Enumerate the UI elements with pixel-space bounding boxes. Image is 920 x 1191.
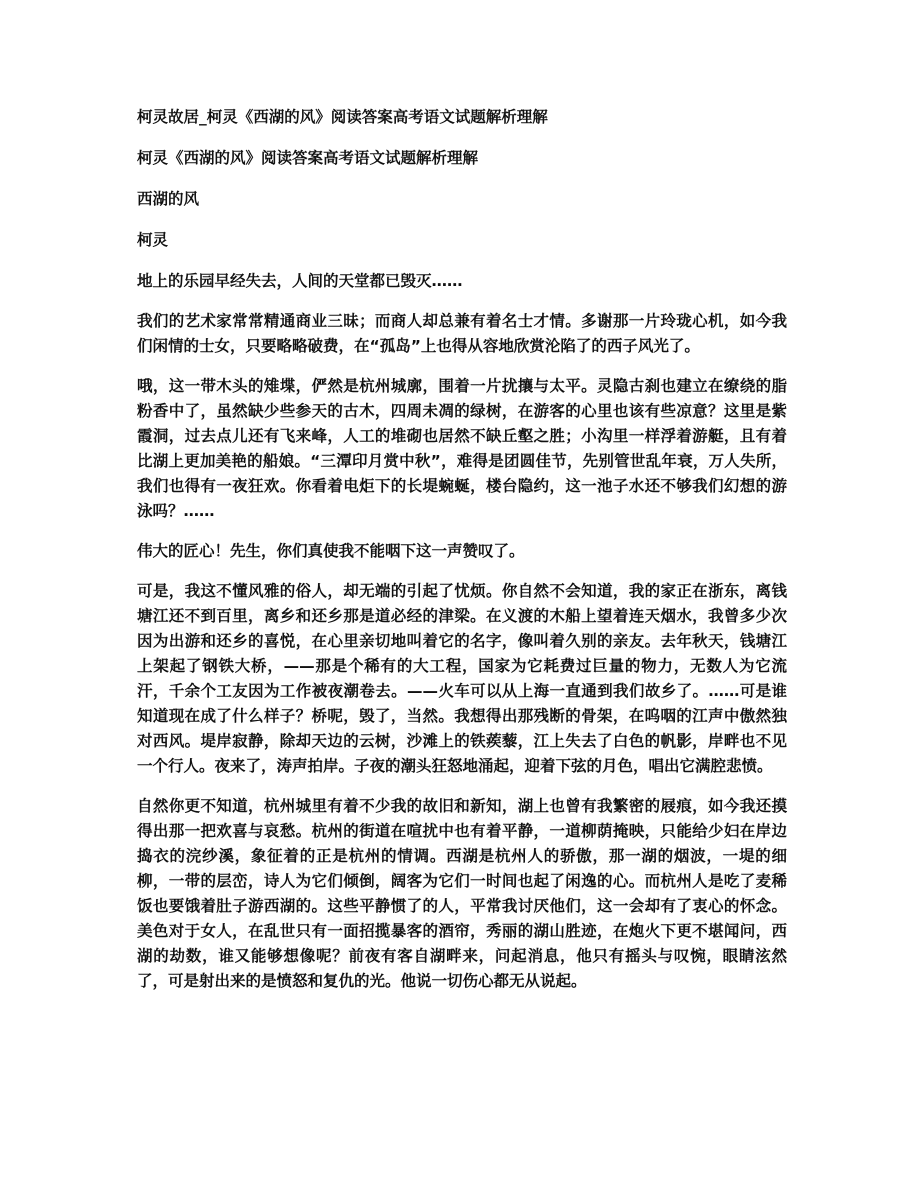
document-title: 柯灵故居_柯灵《西湖的风》阅读答案高考语文试题解析理解: [137, 108, 548, 126]
document-page: [137, 105, 787, 1009]
essay-title: 西湖的风: [137, 190, 200, 208]
document-subtitle: 柯灵《西湖的风》阅读答案高考语文试题解析理解: [137, 149, 479, 167]
paragraph-6: 自然你更不知道，杭州城里有着不少我的故旧和新知，湖上也曾有我繁密的屐痕，如今我还摸得出那一把欢喜与哀愁。杭州的街道在喧扰中也有着平静，一道柳荫掩映，只能给少妇在岸边捣衣的浣纱溪，象征着的正是杭州的情调。西湖是杭州人的骄傲，那一湖的烟波，一堤的细柳，一带的层峦，诗人为它们倾倒，阔客为它们一时间也起了闲逸的心。而杭州人是吃了麦稀饭也要饿着肚子游西湖的。这些平静惯了的人，平常我讨厌他们，这一会却有了衷心的怀念。美色对于女人，在乱世只有一面招揽暴客的酒帘，秀丽的湖山胜迹，在炮火下更不堪闻问，西湖的劫数，谁又能够想像呢？前夜有客自湖畔来，问起消息，他只有摇头与叹惋，眼睛泫然了，可是射出来的是愤怒和复仇的光。他说一切伤心都无从说起。: [137, 797, 787, 990]
essay-author: 柯灵: [137, 231, 169, 249]
paragraph-1: 地上的乐园早经失去，人间的天堂都已毁灭……: [137, 272, 463, 290]
paragraph-5: 可是，我这不懂风雅的俗人，却无端的引起了忧烦。你自然不会知道，我的家正在浙东，离钱塘江还不到百里，离乡和还乡那是道必经的津梁。在义渡的木船上望着连天烟水，我曾多少次因为出游和还乡的喜悦，在心里亲切地叫着它的名字，像叫着久别的亲友。去年秋天，钱塘江上架起了钢铁大桥，——那是个稀有的大工程，国家为它耗费过巨量的物力，无数人为它流汗，千余个工友因为工作被夜潮卷去。——火车可以从上海一直通到我们故乡了。……可是谁知道现在成了什么样子？桥呢，毁了，当然。我想得出那残断的骨架，在呜咽的江声中傲然独对西风。堤岸寂静，除却天边的云树，沙滩上的铁蒺藜，江上失去了白色的帆影，岸畔也不见一个行人。夜来了，涛声拍岸。子夜的潮头狂怒地涌起，迎着下弦的月色，唱出它满腔悲愤。: [137, 582, 787, 775]
paragraph-4: 伟大的匠心！先生，你们真使我不能咽下这一声赞叹了。: [137, 542, 525, 560]
paragraph-2: 我们的艺术家常常精通商业三昧；而商人却总兼有着名士才情。多谢那一片玲珑心机，如今我们闲情的士女，只要略略破费，在“孤岛”上也得从容地欣赏沦陷了的西子风光了。: [137, 312, 787, 355]
paragraph-3: 哦，这一带木头的雉堞，俨然是杭州城廓，围着一片扰攘与太平。灵隐古刹也建立在缭绕的脂粉香中了，虽然缺少些参天的古木，四周未凋的绿树，在游客的心里也该有些凉意？这里是紫霞洞，过去点儿还有飞来峰，人工的堆砌也居然不缺丘壑之胜；小沟里一样浮着游艇，且有着比湖上更加美艳的船娘。“三潭印月赏中秋”，难得是团圆佳节，先别管世乱年衰，万人失所，我们也得有一夜狂欢。你看着电炬下的长堤蜿蜒，楼台隐约，这一池子水还不够我们幻想的游泳吗？……: [137, 377, 787, 520]
